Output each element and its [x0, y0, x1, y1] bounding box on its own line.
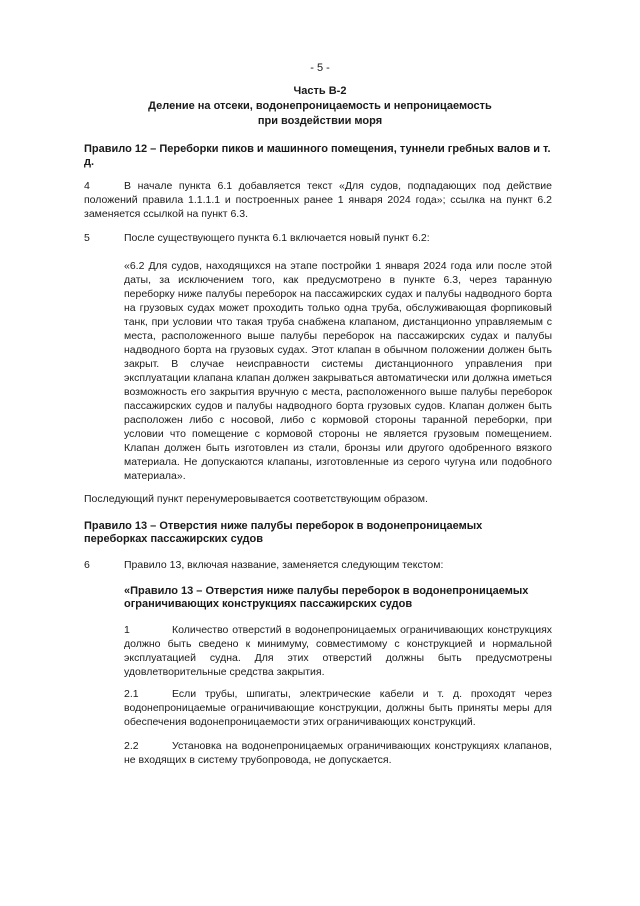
item-5-text: После существующего пункта 6.1 включается новый пункт 6.2:: [124, 232, 430, 244]
paragraph-1: [124, 623, 552, 679]
paragraph-1-text: Количество отверстий в водонепроницаемых ограничивающих конструкциях должно быть сведено к минимуму, совместимому с конструкцией и нормальной эксплуатацией судна. Для этих отверстий должны быть предусмотрены удовлетворительные средства закрытия.: [124, 624, 552, 678]
rule13-quote-title: «Правило 13 – Отверстия ниже палубы переборок в водонепроницаемых ограничивающих конструкциях пассажирских судов: [124, 585, 529, 610]
rule13-heading: Правило 13 – Отверстия ниже палубы переборок в водонепроницаемых переборках пассажирских судов: [84, 520, 483, 545]
item-5: [84, 231, 552, 245]
item-6-number: 6: [84, 559, 90, 571]
item-4: [84, 179, 552, 221]
part-title-line1: Деление на отсеки, водонепроницаемость и непроницаемость: [148, 100, 492, 112]
item-5-number: 5: [84, 232, 90, 244]
paragraph-2-1-text: Если трубы, шпигаты, электрические кабели и т. д. проходят через водонепроницаемые ограничивающие конструкции, должны быть приняты меры для обеспечения водонепроницаемости этих ограничивающих конструкций.: [124, 688, 552, 728]
rule12-quote: «6.2 Для судов, находящихся на этапе постройки 1 января 2024 года или после этой даты, за исключением того, как предусмотрено в пункте 6.3, через таранную переборку ниже палубы переборок на пассажирских судах и палубы надводного борта на грузовых судах может проходить только одна труба, обслуживающая форпиковый танк, при условии что такая труба снабжена клапаном, дистанционно управляемым с места, расположенного выше палубы переборок на пассажирских судах и палубы надводного борта на грузовых судах. Этот клапан в обычном положении должен быть закрыт. В случае неисправности системы дистанционного управления при эксплуатации клапана клапан должен закрываться автоматически или должна иметься возможность его закрытия вручную с места, расположенного выше палубы переборок пассажирских судов и палубы надводного борта грузовых судов. Клапан должен быть расположен либо с носовой, либо с кормовой стороны таранной переборки, при условии что помещение с кормовой стороны не является грузовым помещением. Клапан должен быть изготовлен из стали, бронзы или другого одобренного вязкого материала. Не допускаются клапаны, изготовленные из серого чугуна или подобного материала».: [124, 260, 552, 482]
paragraph-1-number: 1: [124, 624, 130, 636]
item-4-number: 4: [84, 180, 90, 192]
paragraph-2-1: [124, 687, 552, 729]
item-6-text: Правило 13, включая название, заменяется следующим текстом:: [124, 559, 444, 571]
part-title-line2: при воздействии моря: [257, 115, 383, 127]
paragraph-2-2-text: Установка на водонепроницаемых ограничивающих конструкциях клапанов, не входящих в систему трубопровода, не допускается.: [124, 740, 552, 766]
paragraph-2-1-number: 2.1: [124, 688, 139, 700]
paragraph-2-2-number: 2.2: [124, 740, 139, 752]
item-6: [84, 558, 552, 572]
part-heading: Часть B-2: [293, 85, 347, 97]
paragraph-2-2: [124, 739, 552, 767]
part-title: [0, 84, 640, 129]
rule12-heading: Правило 12 – Переборки пиков и машинного помещения, туннели гребных валов и т. д.: [84, 143, 551, 168]
renumber-note: Последующий пункт перенумеровывается соответствующим образом.: [84, 493, 428, 505]
page-number: - 5 -: [310, 62, 330, 74]
item-4-text: В начале пункта 6.1 добавляется текст «Для судов, подпадающих под действие положений правила 1.1.1.1 и построенных ранее 1 января 2024 года»; ссылка на пункт 6.2 заменяется ссылкой на пункт 6.3.: [84, 180, 552, 220]
